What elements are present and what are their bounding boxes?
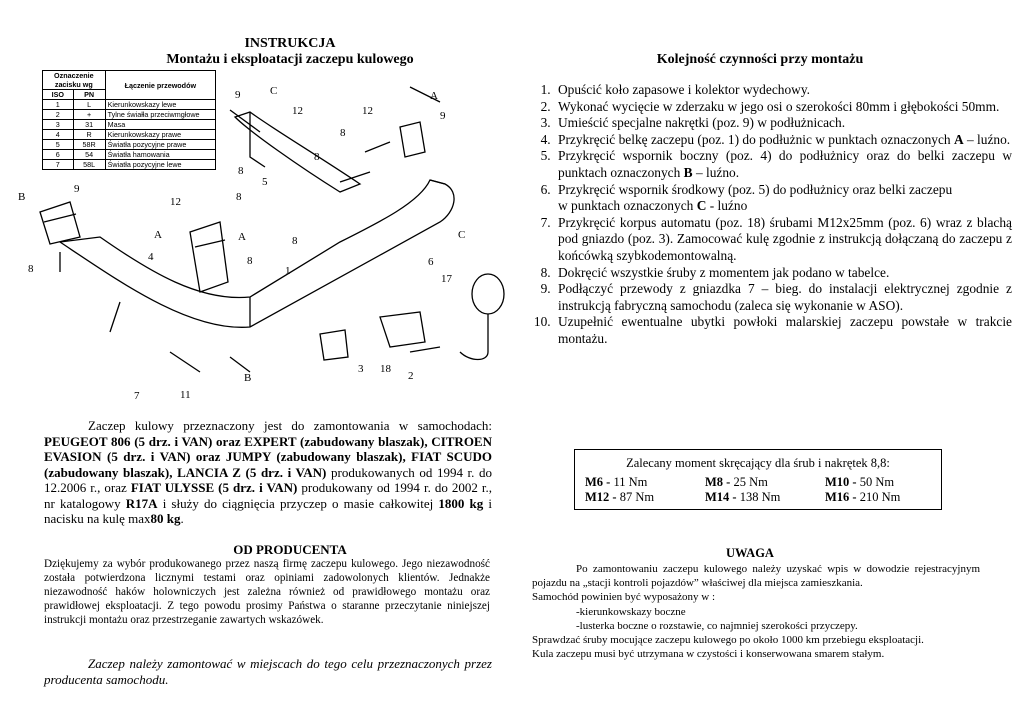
wiring-cell-iso: 3: [43, 120, 74, 130]
desc-load-text: i nacisku na kulę max: [44, 495, 493, 526]
diagram-label: 8: [292, 235, 298, 247]
instruction-subtitle: Montażu i eksploatacji zaczepu kulowego: [166, 52, 414, 67]
assembly-step: [554, 82, 1012, 99]
wiring-cell-pn: L: [73, 100, 105, 110]
wiring-cell-iso: 4: [43, 130, 74, 140]
wiring-cell-desc: Masa: [105, 120, 215, 130]
torque-size: M6 -: [585, 475, 611, 489]
diagram-label: 8: [238, 165, 244, 177]
desc-production2: produkowany od 1994 r. do 2002 r., nr katalogowy: [44, 480, 493, 511]
assembly-step: [554, 182, 1012, 215]
diagram-label: 12: [362, 105, 373, 117]
center-bracket: [190, 222, 228, 292]
desc-intro: Zaczep kulowy przeznaczony jest do zamontowania w samochodach:: [88, 418, 492, 433]
diagram-label: 9: [74, 183, 80, 195]
diagram-label: C: [458, 229, 466, 241]
torque-value: 50 Nm: [856, 475, 895, 489]
assembly-step: [554, 132, 1012, 149]
desc-purpose: i służy do ciągnięcia przyczep o masie całkowitej: [162, 495, 434, 511]
step-text-b: B: [683, 164, 693, 180]
assembly-step: [554, 215, 1012, 265]
step-text-a: Dokręcić wszystkie śruby z momentem jak podano w tabelce.: [558, 264, 890, 280]
torque-cell: [705, 475, 825, 490]
wiring-header-iso: ISO: [43, 90, 74, 100]
assembly-step: [554, 148, 1012, 181]
assembly-step: [554, 265, 1012, 282]
step-text-b: A: [953, 131, 964, 147]
desc-catalog: R17A: [125, 495, 158, 511]
step-text-a: Uzupełnić ewentualne ubytki powłoki malarskiej zaczepu powstałe w trakcie montażu.: [558, 314, 1012, 346]
torque-cell: [825, 490, 925, 505]
wiring-cell-pn: 54: [73, 150, 105, 160]
torque-size: M10 -: [825, 475, 857, 489]
diagram-label: 1: [285, 265, 291, 277]
wiring-cell-iso: 2: [43, 110, 74, 120]
step-text-a: Podłączyć przewody z gniazdka 7 – bieg. do instalacji elektrycznej zgodnie z instrukcją fabryczną samochodu (zaleca się wykonanie w ASO).: [558, 281, 1012, 313]
steps-title: Kolejność czynności przy montażu: [656, 52, 864, 67]
wiring-cell-desc: Światła pozycyjne lewe: [105, 160, 215, 170]
step-text-c: - luźno: [706, 198, 748, 214]
uwaga-p2: Samochód powinien być wyposażony w :: [532, 591, 715, 604]
diagram-label: B: [244, 372, 252, 384]
wiring-cell-desc: Światła pozycyjne prawe: [105, 140, 215, 150]
assembly-step: [554, 281, 1012, 314]
diagram-label: 8: [247, 255, 253, 267]
diagram-label: 12: [170, 196, 181, 208]
mounting-note: Zaczep należy zamontować w miejscach do tego celu przeznaczonych przez producenta samochodu.: [44, 656, 492, 687]
desc-end: .: [180, 511, 184, 526]
diagram-label: A: [154, 229, 162, 241]
wiring-cell-desc: Światła hamowania: [105, 150, 215, 160]
torque-value: 11 Nm: [610, 475, 648, 489]
assembly-steps: [520, 82, 1012, 348]
coupling-body: [380, 312, 425, 347]
torque-size: M8 -: [705, 475, 731, 489]
diagram-label: 6: [428, 256, 434, 268]
uwaga-b2: -lusterka boczne o rozstawie, co najmniej szerokości przyczepy.: [576, 619, 858, 632]
tow-ball: [472, 274, 504, 314]
right-bracket: [400, 122, 425, 157]
wiring-cell-pn: 58L: [73, 160, 105, 170]
wiring-cell-pn: 31: [73, 120, 105, 130]
diagram-label: A: [238, 231, 246, 243]
diagram-label: 8: [340, 127, 346, 139]
uwaga-b1: -kierunkowskazy boczne: [576, 605, 686, 618]
diagram-label: 8: [28, 263, 34, 275]
step-text-a: Przykręcić belkę zaczepu (poz. 1) do podłużnic w punktach oznaczonych: [558, 131, 954, 147]
desc-mass: 1800 kg: [438, 495, 484, 511]
torque-size: M14 -: [705, 490, 737, 504]
diagram-label: 8: [314, 151, 320, 163]
assembly-step: [554, 314, 1012, 347]
torque-cell: [825, 475, 925, 490]
diagram-label: 18: [380, 363, 391, 375]
torque-value: 138 Nm: [736, 490, 781, 504]
wiring-cell-pn: +: [73, 110, 105, 120]
desc-model2: FIAT ULYSSE (5 drz. i VAN): [130, 480, 298, 495]
torque-cell: [585, 490, 705, 505]
wiring-cell-iso: 6: [43, 150, 74, 160]
wiring-header-pn: PN: [73, 90, 105, 100]
wiring-header-group: Oznaczenie zacisku wg: [43, 71, 106, 90]
torque-size: M16 -: [825, 490, 857, 504]
instruction-title: INSTRUKCJA: [244, 36, 336, 51]
diagram-label: 12: [292, 105, 303, 117]
uwaga-text: [532, 562, 980, 661]
step-text-a: Opuścić koło zapasowe i kolektor wydechowy.: [558, 82, 810, 97]
socket: [320, 330, 348, 360]
diagram-label: 9: [235, 89, 241, 101]
assembly-step: [554, 115, 1012, 132]
diagram-label: 4: [148, 251, 154, 263]
left-bracket: [40, 202, 80, 244]
torque-title: Zalecany moment skręcający dla śrub i nakrętek 8,8:: [626, 456, 890, 470]
uwaga-title: UWAGA: [726, 546, 774, 560]
diagram-label: C: [270, 85, 278, 97]
towbar-exploded-diagram: [0, 72, 520, 412]
diagram-label: 17: [441, 273, 452, 285]
torque-value: 210 Nm: [856, 490, 901, 504]
step-text-b: C: [696, 198, 707, 214]
assembly-step: [554, 99, 1012, 116]
wiring-cell-desc: Tylne świałła przeciwmgłowe: [105, 110, 215, 120]
vehicle-description: [44, 418, 492, 527]
wiring-cell-iso: 1: [43, 100, 74, 110]
torque-cell: [585, 475, 705, 490]
producer-text: Dziękujemy za wybór produkowanego przez naszą firmę zaczepu kulowego. Jego niezawodność została potwierdzona licznymi testami oraz opiniami zadowolonych klientów. Jednakże niezawodność haków holowniczych jest zależna również od prawidłowego montażu oraz prawidłowej eksploatacji. Z tego powodu prosimy Państwa o staranne przeczytanie niniejszej instrukcji montażu oraz przestrzeganie zawartych wskazówek.: [44, 558, 490, 626]
diagram-label: B: [18, 191, 26, 203]
torque-value: 25 Nm: [730, 475, 768, 489]
diagram-label: 11: [180, 389, 191, 401]
step-text-a: Przykręcić wspornik boczny (poz. 4) do podłużnicy oraz do belki zaczepu w punktach oznaczonych: [558, 148, 1012, 180]
step-text-a: Umieścić specjalne nakrętki (poz. 9) w podłużnicach.: [558, 115, 846, 131]
diagram-label: 3: [358, 363, 364, 375]
uwaga-p4: Kula zaczepu musi być utrzymana w czystości i konserwowana smarem stałym.: [532, 648, 885, 661]
step-text-a: Przykręcić wspornik środkowy (poz. 5) do podłużnicy oraz belki zaczepu: [558, 181, 953, 197]
step-text-a: Przykręcić korpus automatu (poz. 18) śrubami M12x25mm (poz. 6) wraz z blachą pod gniazdo (poz. 3). Zamocować kulę zgodnie z instrukcją dołączaną do zaczepu z końcówką szybkodemontowalną.: [558, 214, 1012, 263]
desc-production: produkowanych od 1994 r. do 12.2006 r., oraz: [44, 464, 493, 495]
wiring-cell-iso: 7: [43, 160, 74, 170]
torque-row: [585, 475, 931, 490]
diagram-label: 2: [408, 370, 414, 382]
torque-row: [585, 490, 931, 505]
torque-size: M12 -: [585, 490, 617, 504]
diagram-label: 7: [134, 390, 140, 402]
upper-bracket: [235, 112, 360, 192]
diagram-label: 5: [262, 176, 268, 188]
step-text-a2: w punktach oznaczonych: [558, 198, 697, 214]
uwaga-p1: Po zamontowaniu zaczepu kulowego należy uzyskać wpis w dowodzie rejestracyjnym pojazdu na „stacji kontroli pojazdów” właściwej dla miejsca zamieszkania.: [532, 563, 980, 590]
uwaga-p3: Sprawdzać śruby mocujące zaczepu kulowego po około 1000 km przebiegu eksploatacji.: [532, 634, 924, 647]
step-text-a: Wykonać wycięcie w zderzaku w jego osi o szerokości 80mm i głębokości 50mm.: [558, 98, 1000, 114]
desc-load: 80 kg: [150, 511, 181, 526]
torque-value: 87 Nm: [616, 490, 655, 504]
torque-cell: [705, 490, 825, 505]
wiring-header-connection: Łączenie przewodów: [105, 71, 215, 100]
wiring-cell-iso: 5: [43, 140, 74, 150]
step-text-c: – luźno.: [963, 131, 1011, 147]
torque-box: [574, 449, 942, 510]
diagram-label: A: [430, 90, 438, 102]
producer-title: OD PRODUCENTA: [233, 542, 347, 557]
wiring-cell-desc: Kierunkowskazy prawe: [105, 130, 215, 140]
desc-models: PEUGEOT 806 (5 drz. i VAN) oraz EXPERT (zabudowany blaszak), CITROEN EVASION (5 drz. i VAN) oraz JUMPY (zabudowany blaszak), FIAT SCUDO (zabudowany blaszak), LANCIA Z (5 drz. i VAN): [44, 433, 492, 480]
diagram-label: 9: [440, 110, 446, 122]
step-text-c: – luźno.: [692, 164, 740, 180]
wiring-cell-desc: Kierunkowskazy lewe: [105, 100, 215, 110]
wiring-cell-pn: 58R: [73, 140, 105, 150]
diagram-label: 8: [236, 191, 242, 203]
wiring-cell-pn: R: [73, 130, 105, 140]
